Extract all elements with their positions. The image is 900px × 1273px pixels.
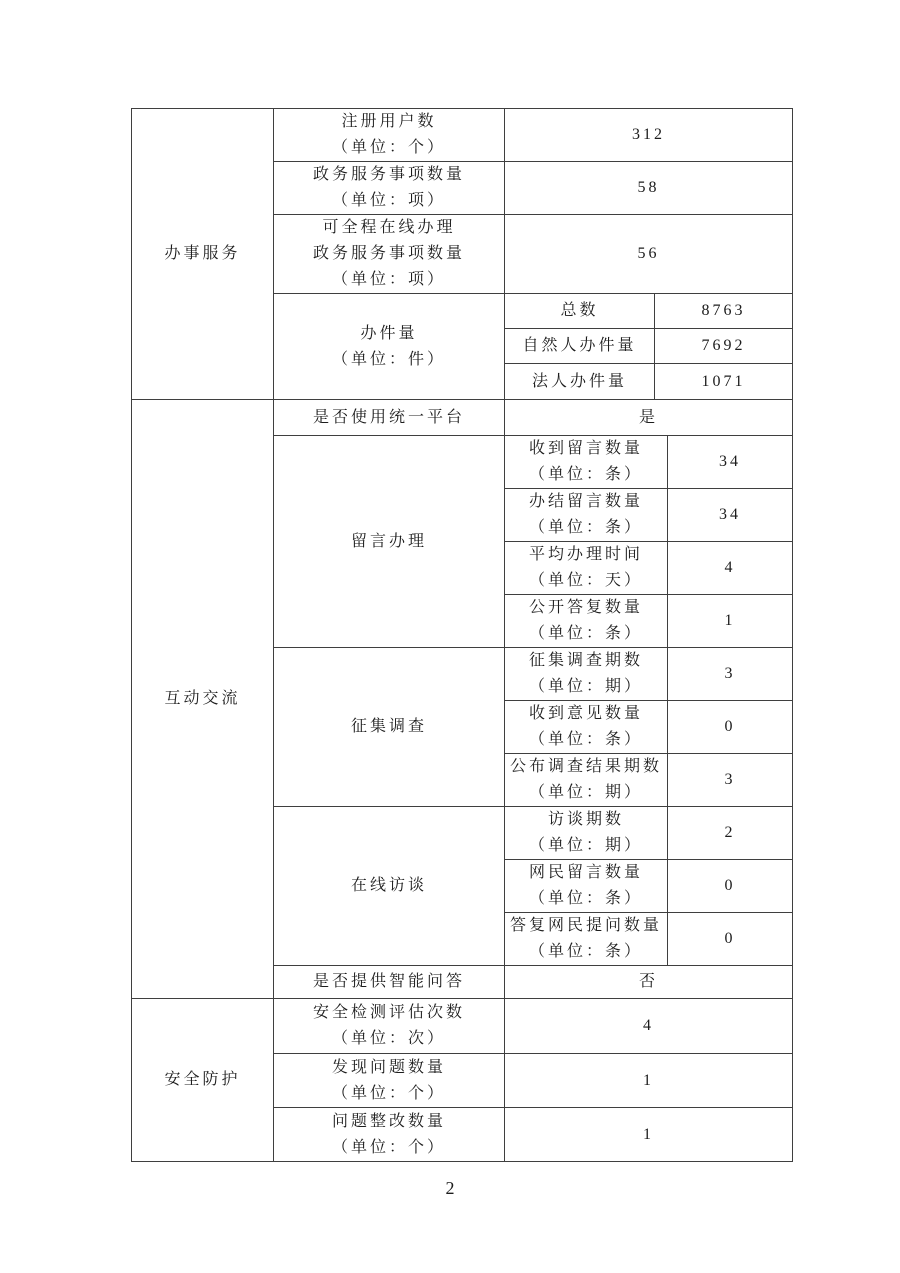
- table-row: [132, 999, 793, 1054]
- unit-line: （单位：个）: [331, 1138, 446, 1156]
- label-line: 政务服务事项数量: [312, 166, 465, 183]
- label-received-opinions: [505, 701, 668, 754]
- label-line: 发现问题数量: [331, 1058, 446, 1076]
- unit-line: （单位：条）: [528, 625, 643, 642]
- value-received-messages: 34: [668, 436, 793, 489]
- value-unified-platform: 是: [505, 400, 793, 436]
- value-replied-questions: 0: [668, 913, 793, 966]
- report-table: [131, 108, 793, 1162]
- unit-line: （单位：期）: [528, 678, 643, 695]
- label-smart-qa: 是否提供智能问答: [274, 966, 505, 999]
- label-netizen-messages: [505, 860, 668, 913]
- label-public-replies: [505, 595, 668, 648]
- label-line: 收到留言数量: [528, 440, 643, 457]
- unit-line: （单位：条）: [528, 890, 643, 907]
- unit-line: （单位：项）: [331, 271, 446, 288]
- value-gov-service-items: 58: [505, 162, 793, 215]
- label-interview-periods: [505, 807, 668, 860]
- label-case-volume: [274, 294, 505, 400]
- label-published-results: [505, 754, 668, 807]
- unit-line: （单位：条）: [528, 519, 643, 536]
- label-line: 安全检测评估次数: [312, 1004, 465, 1021]
- unit-line: （单位：条）: [528, 731, 643, 748]
- value-security-assessments: 4: [505, 999, 793, 1054]
- value-avg-processing-time: 4: [668, 542, 793, 595]
- unit-line: （单位：条）: [528, 943, 643, 960]
- label-gov-service-items: [274, 162, 505, 215]
- unit-line: （单位：条）: [528, 466, 643, 483]
- label-line: 收到意见数量: [528, 705, 643, 722]
- value-rectified-issues: 1: [505, 1108, 793, 1162]
- unit-line: （单位：个）: [331, 139, 446, 156]
- label-message-handling: 留言办理: [274, 436, 505, 648]
- label-line: 注册用户数: [341, 113, 437, 130]
- group-cell-security: [132, 999, 274, 1162]
- unit-line: （单位：期）: [528, 837, 643, 854]
- label-survey-periods: [505, 648, 668, 701]
- label-security-assessments: [274, 999, 505, 1054]
- label-line: 访谈期数: [547, 811, 624, 828]
- value-case-total: 8763: [655, 294, 793, 329]
- label-line: 可全程在线办理: [322, 219, 456, 236]
- label-unified-platform: 是否使用统一平台: [274, 400, 505, 436]
- value-case-legal-person: 1071: [655, 364, 793, 400]
- unit-line: （单位：个）: [331, 1084, 446, 1102]
- label-line: 办结留言数量: [528, 493, 643, 510]
- unit-line: （单位：次）: [331, 1030, 446, 1047]
- value-online-processable-items: 56: [505, 215, 793, 294]
- label-line: 答复网民提问数量: [509, 917, 662, 934]
- label-case-total: 总数: [505, 294, 655, 329]
- label-survey: 征集调查: [274, 648, 505, 807]
- unit-line: （单位：项）: [331, 192, 446, 209]
- value-published-results: 3: [668, 754, 793, 807]
- value-public-replies: 1: [668, 595, 793, 648]
- page-number: 2: [445, 1178, 455, 1198]
- label-interview: 在线访谈: [274, 807, 505, 966]
- group-label-security: 安全防护: [164, 1071, 241, 1088]
- label-line: 网民留言数量: [528, 864, 643, 881]
- label-line: 政务服务事项数量: [312, 245, 465, 262]
- unit-line: （单位：件）: [331, 350, 446, 368]
- group-cell-interaction: [132, 400, 274, 999]
- label-received-messages: [505, 436, 668, 489]
- label-line: 办件量: [360, 324, 418, 342]
- group-cell-service: [132, 109, 274, 400]
- value-completed-messages: 34: [668, 489, 793, 542]
- label-line: 公开答复数量: [528, 599, 643, 616]
- value-smart-qa: 否: [505, 966, 793, 999]
- label-line: 征集调查期数: [528, 652, 643, 669]
- label-replied-questions: [505, 913, 668, 966]
- unit-line: （单位：天）: [528, 572, 643, 589]
- value-case-natural-person: 7692: [655, 329, 793, 364]
- label-line: 平均办理时间: [528, 546, 643, 563]
- value-survey-periods: 3: [668, 648, 793, 701]
- value-netizen-messages: 0: [668, 860, 793, 913]
- label-avg-processing-time: [505, 542, 668, 595]
- label-completed-messages: [505, 489, 668, 542]
- value-registered-users: 312: [505, 109, 793, 162]
- unit-line: （单位：期）: [528, 784, 643, 801]
- label-online-processable-items: [274, 215, 505, 294]
- value-received-opinions: 0: [668, 701, 793, 754]
- group-label-interaction: 互动交流: [164, 690, 241, 707]
- table-row: [132, 400, 793, 436]
- value-found-issues: 1: [505, 1054, 793, 1108]
- label-case-legal-person: 法人办件量: [505, 364, 655, 400]
- label-registered-users: [274, 109, 505, 162]
- label-rectified-issues: [274, 1108, 505, 1162]
- label-case-natural-person: 自然人办件量: [505, 329, 655, 364]
- value-interview-periods: 2: [668, 807, 793, 860]
- label-line: 公布调查结果期数: [509, 758, 662, 775]
- label-line: 问题整改数量: [331, 1112, 446, 1130]
- label-found-issues: [274, 1054, 505, 1108]
- group-label-service: 办事服务: [164, 245, 241, 262]
- table-row: [132, 109, 793, 162]
